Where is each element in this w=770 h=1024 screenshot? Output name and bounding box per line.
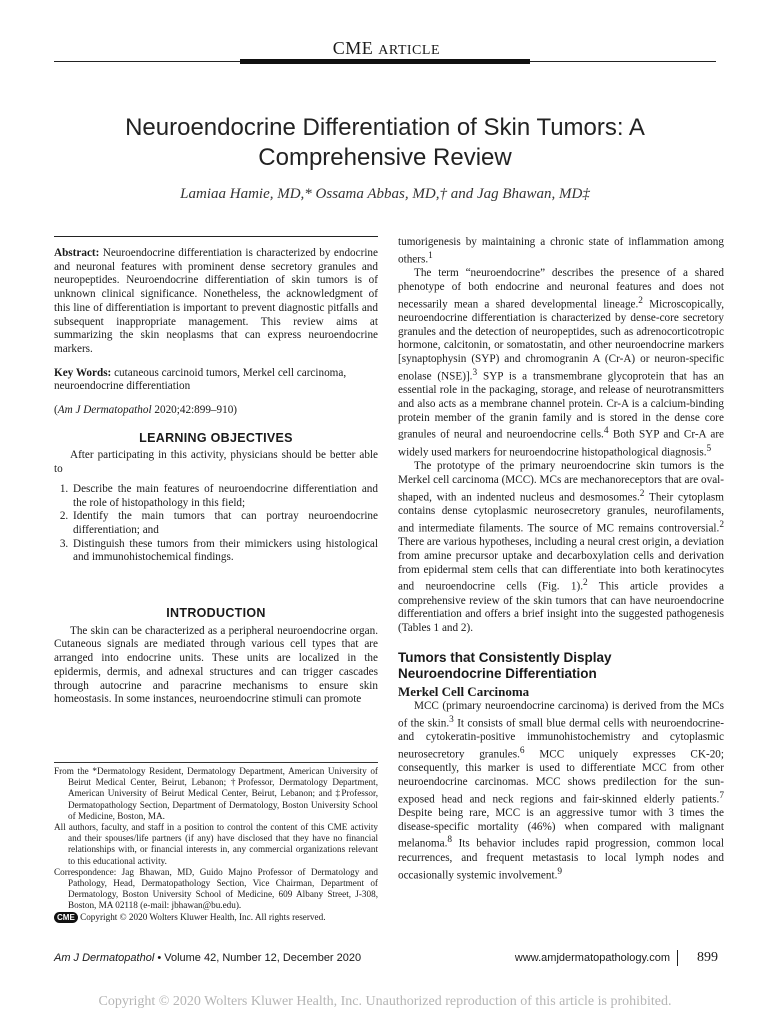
copyright-line: CME Copyright © 2020 Wolters Kluwer Health, Inc. All rights reserved. <box>54 912 378 923</box>
disclosure: All authors, faculty, and staff in a position to control the content of this CME activity and their spouses/life partners (if any) have disclosed that they have no financial relationships with, or financial interests in, any commercial organizations relevant to this educational activity. <box>54 822 378 866</box>
learning-objectives-heading: LEARNING OBJECTIVES <box>139 430 293 445</box>
list-item: 2. Identify the main tumors that can portray neuroendocrine differentiation; and <box>71 510 378 537</box>
footnote-rule <box>54 762 378 763</box>
introduction-heading: INTRODUCTION <box>166 606 266 621</box>
mcc-paragraph: MCC (primary neuroendocrine carcinoma) is derived from the MCs of the skin.$^3$ It consists of small blue dermal cells with neuroendocrine- and cytokeratin-positive immunohistochemistry and cytoplasmic neurosecretory granules.$^6$ MCC uniquely expresses CK-20; consequently, this marker is used to differentiate MCC from other neuroendocrine carcinomas. MCC shows predilection for the sun-exposed head and neck regions and fair-skinned elderly patients.$^7$ Despite being rare, MCC is an aggressive tumor with 3 times the disease-specific mortality (46%) when compared with malignant melanoma.$^8$ Its behavior includes rapid progression, common local recurrences, and frequent metastasis to local lymph nodes and occasionally systemic involvement.$^9$ <box>398 699 724 882</box>
tumors-section-heading: Tumors that Consistently Display Neuroendocrine Differentiation <box>398 649 612 681</box>
journal-url[interactable]: www.amjdermatopathology.com <box>514 952 670 964</box>
cme-article-header <box>54 34 716 64</box>
left-column <box>54 236 378 707</box>
affiliation-footnotes <box>54 762 378 923</box>
merkel-cell-carcinoma-heading: Merkel Cell Carcinoma <box>398 683 530 699</box>
introduction-paragraph: The prototype of the primary neuroendocrine skin tumors is the Merkel cell carcinoma (MCC). MCs are mechanoreceptors that are oval-shaped, with an indented nucleus and desmosomes.$^2$ Their cytoplasm contains dense cytoplasmic neurosecretory granules, neurofilaments, and intermediate filaments. The source of MC remains controversial.$^2$ There are various hypotheses, including a neural crest origin, a deviation from amine precursor uptake and decarboxylation cells and derivation from epidermal stem cells that can differentiate into both keratinocytes and neuroendocrine cells (Fig. 1).$^2$ This article provides a comprehensive review of the skin tumors that can have neuroendocrine differentiation and offers a brief insight into the suggested pathogenesis (Tables 1 and 2). <box>398 460 724 635</box>
introduction-paragraph: The term “neuroendocrine” describes the presence of a shared phenotype of both endocrine and neuronal features and does not necessarily mean a shared developmental lineage.$^2$ Microscopically, neuroendocrine differentiation is characterized by dense-core secretory granules and the detection of neuropeptides, such as adrenocorticotropic hormone, calcitonin, or somatostatin, and other neuroendocrine markers [synaptophysin (SYP) and chromogranin A (Cr-A) or neuron-specific enolase (NSE)].$^3$ SYP is a transmembrane glycoprotein that has an essential role in the packaging, storage, and release of neurotransmitters and also acts as a membrane channel protein. Cr-A is a calcium-binding protein member of the granin family and is stored in the dense core granules of neural and neuroendocrine cells.$^4$ Both SYP and Cr-A are widely used markers for neuroendocrine histopathological diagnosis.$^5$ <box>398 267 725 459</box>
abstract: Abstract: Neuroendocrine differentiation is characterized by endocrine and neuronal features with prominent dense secretory granules and neuropeptides. Neuroendocrine differentiation of skin tumors is of unknown clinical significance. Nonetheless, the acknowledgment of this line of differentiation is important to prevent diagnostic pitfalls and subsequent inappropriate management. This review aims at summarizing the skin neoplasms that can express neuroendocrine markers. <box>54 247 378 355</box>
cme-badge-icon: CME <box>54 912 78 923</box>
citation: (Am J Dermatopathol 2020;42:899–910) <box>54 404 238 417</box>
section-label: CME ARTICLE <box>332 38 440 58</box>
introduction-paragraph: The skin can be characterized as a peripheral neuroendocrine organ. Cutaneous signals are mediated through various cell types that are arranged into endocrine units. These units are localized in the epidermis, dermis, and adnexal structures and can trigger cascades through autocrine and paracrine mechanisms to ensure skin homeostasis. In some instances, neuroendocrine stimuli can promote <box>54 624 378 706</box>
footer-divider <box>677 950 678 966</box>
page-number: 899 <box>697 950 718 965</box>
author-list: Lamiaa Hamie, MD,* Ossama Abbas, MD,† and Jag Bhawan, MD‡ <box>180 186 590 202</box>
journal-issue: Am J Dermatopathol • Volume 42, Number 12, December 2020 <box>54 952 362 964</box>
keywords: Key Words: cutaneous carcinoid tumors, Merkel cell carcinoma, neuroendocrine differentiation <box>54 366 347 393</box>
correspondence: Correspondence: Jag Bhawan, MD, Guido Majno Professor of Dermatology and Pathology, Head, Dermatopathology Section, Vice Chairman, Department of Dermatology, Boston University School of Medicine, 609 Albany Street, J-308, Boston, MA 02118 (e-mail: jbhawan@bu.edu). <box>54 866 378 911</box>
page-footer <box>54 950 718 970</box>
abstract-rule <box>54 236 378 237</box>
learning-objectives-intro: After participating in this activity, physicians should be better able to <box>54 449 378 476</box>
copyright-watermark: Copyright © 2020 Wolters Kluwer Health, Inc. Unauthorized reproduction of this article is prohibited. <box>98 994 672 1009</box>
learning-objectives-list <box>54 483 378 565</box>
header-rule-thick <box>240 59 530 64</box>
introduction-paragraph-continued: tumorigenesis by maintaining a chronic state of inflammation among others.$^1$ <box>398 236 724 266</box>
list-item: 1. Describe the main features of neuroendocrine differentiation and the role of histopathology in this field; <box>71 483 378 510</box>
list-item: 3. Distinguish these tumors from their mimickers using histological and immunohistochemical findings. <box>71 538 378 565</box>
affiliations: From the *Dermatology Resident, Dermatology Department, American University of Beirut Medical Center, Beirut, Lebanon; †Professor, Dermatology Department, American University of Beirut Medical Center, Beirut, Lebanon; and ‡Professor, Dermatopathology Section, Department of Dermatology, Boston University School of Medicine, Boston, MA. <box>54 766 378 821</box>
right-column <box>398 236 724 883</box>
article-title: Neuroendocrine Differentiation of Skin Tumors: A Comprehensive Review <box>125 114 645 171</box>
